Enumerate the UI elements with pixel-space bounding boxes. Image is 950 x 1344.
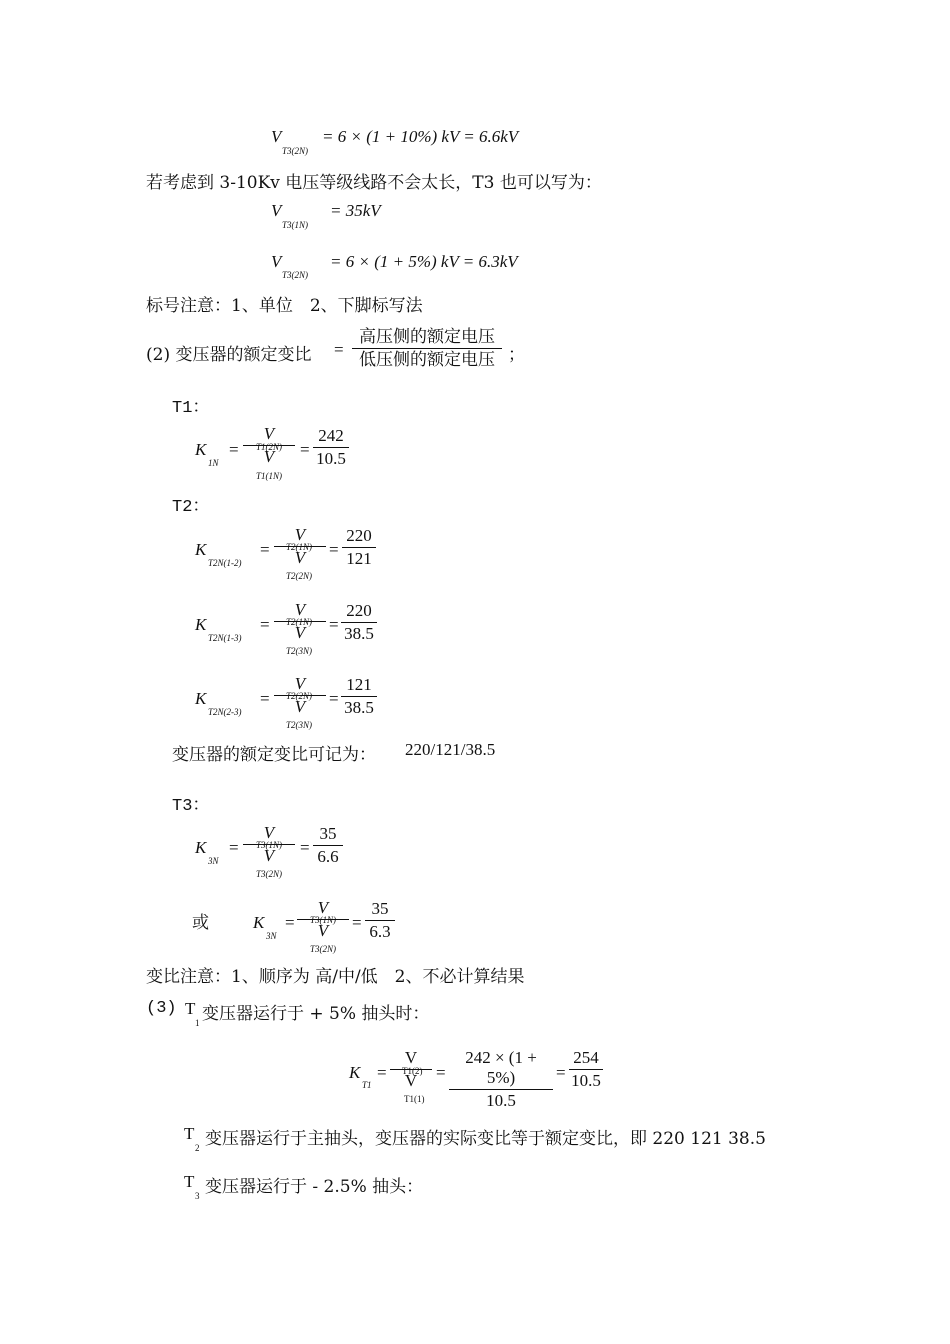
fraction-numerator: V (294, 674, 306, 693)
fraction-bar (569, 1069, 603, 1070)
symbol-t: T (185, 999, 196, 1018)
equals-sign: = (285, 913, 295, 932)
equals-sign: = (229, 838, 239, 857)
fraction-result (313, 824, 343, 867)
t3-label: T3： (172, 797, 210, 816)
fraction-numerator: 35 (319, 824, 337, 843)
eq-rhs: = 6 × (1 + 10%) kV = 6.6kV (322, 127, 519, 146)
fraction-numerator: V (294, 600, 306, 619)
text-consider: 若考虑到 3-10Kv 电压等级线路不会太长，T3 也可以写为： (146, 173, 602, 193)
fraction-result (341, 675, 377, 718)
subscript: T3(2N) (256, 869, 283, 879)
symbol-k: K (349, 1063, 361, 1082)
subscript: T3(1N) (310, 915, 337, 925)
subscript: T3(2N) (282, 146, 309, 156)
symbol-t: T (184, 1172, 195, 1191)
note-labeling: 标号注意：1、单位 2、下脚标写法 (146, 296, 423, 316)
equals-sign: = (300, 838, 310, 857)
fraction-numerator: V (317, 898, 329, 917)
symbol-v: V (271, 252, 282, 271)
fraction-denominator: 10.5 (571, 1071, 601, 1090)
fraction-bar (449, 1089, 553, 1090)
fraction-result (342, 526, 376, 569)
symbol-k: K (253, 913, 265, 932)
fraction-result (341, 601, 377, 644)
fraction-rated-voltage (352, 327, 502, 370)
subscript: 2 (195, 1143, 200, 1153)
fraction-numerator: 35 (371, 899, 389, 918)
subscript: T1 (362, 1080, 372, 1090)
equals-sign: = (352, 913, 362, 932)
subscript: T2N(1-3) (208, 633, 242, 643)
subscript: T3(1N) (256, 840, 283, 850)
subscript: T3(2N) (282, 270, 309, 280)
equals-sign: = (260, 689, 270, 708)
text-rated-ratio: 变压器的额定变比可记为： (172, 745, 376, 765)
fraction-denominator: 6.3 (369, 922, 391, 941)
fraction-numerator: V (294, 525, 306, 544)
equals-sign: = (329, 615, 339, 634)
fraction-denominator: 121 (346, 549, 372, 568)
symbol-k: K (195, 689, 207, 708)
fraction-denominator: 10.5 (486, 1091, 516, 1110)
fraction-numerator: 242 × (1 + 5%) (465, 1048, 537, 1087)
fraction-middle (449, 1048, 553, 1111)
eq-rhs: = 35kV (330, 201, 381, 220)
text-t3-tap: 变压器运行于 - 2.5% 抽头： (205, 1177, 424, 1197)
fraction-result (365, 899, 395, 942)
fraction-denominator: 10.5 (316, 449, 346, 468)
fraction-bar (313, 845, 343, 846)
t1-label: T1： (172, 399, 210, 418)
equals-sign: = (229, 440, 239, 459)
rated-ratio-value: 220/121/38.5 (405, 740, 496, 759)
equals-sign: = (329, 689, 339, 708)
text-t2-main-tap: 变压器运行于主抽头，变压器的实际变比等于额定变比，即 220 121 38.5 (205, 1129, 766, 1149)
equals-sign: = (436, 1063, 446, 1082)
equals-sign: = (377, 1063, 387, 1082)
punctuation: ； (508, 345, 525, 365)
fraction-denominator: 38.5 (344, 624, 374, 643)
fraction-numerator: 254 (573, 1048, 599, 1067)
fraction-denominator: V (404, 1071, 418, 1090)
subscript: 3N (208, 856, 219, 866)
subscript: T1(2) (402, 1066, 423, 1076)
fraction-result (313, 426, 349, 469)
fraction-numerator: 242 (318, 426, 344, 445)
symbol-t: T (184, 1124, 195, 1143)
subscript: T3(1N) (282, 220, 309, 230)
fraction-numerator: V (404, 1048, 418, 1067)
symbol-v: V (271, 127, 282, 146)
fraction-result (569, 1048, 603, 1091)
t2-label: T2： (172, 498, 210, 517)
fraction-bar (352, 348, 502, 349)
equals-sign: = (260, 615, 270, 634)
subscript: T1(1) (404, 1094, 425, 1104)
fraction-numerator: 121 (346, 675, 372, 694)
fraction-bar (342, 547, 376, 548)
fraction-numerator: 220 (346, 526, 372, 545)
equals-sign: = (329, 540, 339, 559)
symbol-k: K (195, 440, 207, 459)
text-or: 或 (192, 913, 209, 933)
subscript: T3(2N) (310, 944, 337, 954)
fraction-denominator: 低压侧的额定电压 (359, 350, 495, 369)
equals-sign: = (260, 540, 270, 559)
equals-sign: = (300, 440, 310, 459)
subscript: 1 (195, 1018, 200, 1028)
subscript: T2N(2-3) (208, 707, 242, 717)
fraction-numerator: V (263, 424, 275, 443)
fraction-denominator: 38.5 (344, 698, 374, 717)
symbol-k: K (195, 838, 207, 857)
equals-sign: = (556, 1063, 566, 1082)
fraction-bar (365, 920, 395, 921)
fraction-denominator: 6.6 (317, 847, 339, 866)
fraction-numerator: 220 (346, 601, 372, 620)
subscript: 3 (195, 1191, 200, 1201)
fraction-denominator: V (263, 846, 275, 865)
fraction-numerator: V (263, 823, 275, 842)
subscript: T2(2N) (286, 691, 313, 701)
section-2-label: (2) 变压器的额定变比 (146, 345, 312, 365)
subscript: T2(2N) (286, 571, 313, 581)
fraction-denominator: V (294, 548, 306, 567)
fraction-bar (341, 696, 377, 697)
subscript: T2N(1-2) (208, 558, 242, 568)
subscript: T2(3N) (286, 720, 313, 730)
note-ratio: 变比注意：1、顺序为 高/中/低 2、不必计算结果 (146, 967, 525, 987)
subscript: T2(3N) (286, 646, 313, 656)
fraction-denominator: V (317, 921, 329, 940)
eq-rhs: = 6 × (1 + 5%) kV = 6.3kV (330, 252, 518, 271)
fraction-bar (341, 622, 377, 623)
equals-sign: = (334, 340, 344, 359)
fraction-numerator: 高压侧的额定电压 (359, 327, 495, 346)
eq-vt3-2n-6-6kv (271, 127, 281, 147)
symbol-v: V (271, 201, 282, 220)
subscript: 3N (266, 931, 277, 941)
subscript: T1(1N) (256, 471, 283, 481)
subscript: 1N (208, 458, 219, 468)
subscript: T1(2N) (256, 442, 283, 452)
fraction-denominator: V (263, 447, 275, 466)
subscript: T2(1N) (286, 617, 313, 627)
fraction-denominator: V (294, 697, 306, 716)
fraction-denominator: V (294, 623, 306, 642)
text-t1-tap: 变压器运行于 + 5% 抽头时： (202, 1004, 430, 1024)
section-3-label: (3) (146, 999, 177, 1018)
subscript: T2(1N) (286, 542, 313, 552)
fraction-bar (313, 447, 349, 448)
symbol-k: K (195, 615, 207, 634)
symbol-k: K (195, 540, 207, 559)
